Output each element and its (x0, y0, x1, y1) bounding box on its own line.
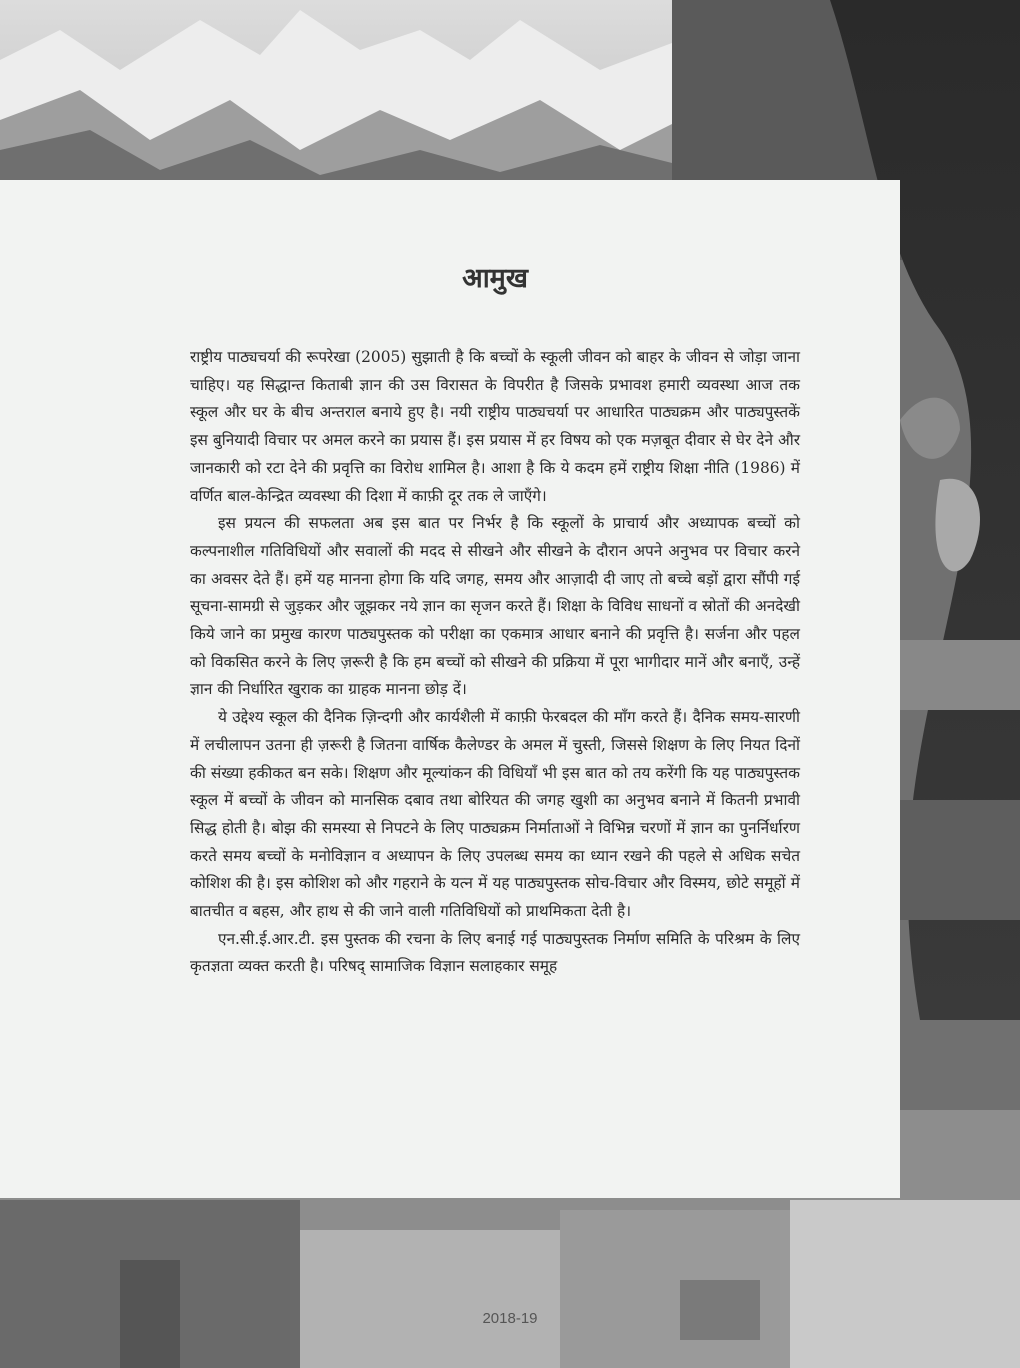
body-text (190, 344, 800, 981)
paragraph-2: इस प्रयत्न की सफलता अब इस बात पर निर्भर है कि स्कूलों के प्राचार्य और अध्यापक बच्चों को कल्पनाशील गतिविधियों और सवालों की मदद से सीखने और सीखने के दौरान अपने अनुभव पर विचार करने का अवसर देते हैं। हमें यह मानना होगा कि यदि जगह, समय और आज़ादी दी जाए तो बच्चे बड़ों द्वारा सौंपी गई सूचना-सामग्री से जुड़कर और जूझकर नये ज्ञान का सृजन करते हैं। शिक्षा के विविध साधनों व स्रोतों की अनदेखी किये जाने का प्रमुख कारण पाठ्यपुस्तक को परीक्षा का एकमात्र आधार बनाने की प्रवृत्ति है। सर्जना और पहल को विकसित करने के लिए ज़रूरी है कि हम बच्चों को सीखने की प्रक्रिया में पूरा भागीदार मानें और बनाएँ, उन्हें ज्ञान की निर्धारित खुराक का ग्राहक मानना छोड़ दें। (190, 514, 800, 699)
paragraph-4: एन.सी.ई.आर.टी. इस पुस्तक की रचना के लिए बनाई गई पाठ्यपुस्तक निर्माण समिति के परिश्रम के लिए कृतज्ञता व्यक्त करती है। परिषद् सामाजिक विज्ञान सलाहकार समूह (190, 929, 800, 976)
paragraph-1: राष्ट्रीय पाठ्यचर्या की रूपरेखा (2005) सुझाती है कि बच्चों के स्कूली जीवन को बाहर के जीवन से जोड़ा जाना चाहिए। यह सिद्धान्त किताबी ज्ञान की उस विरासत के विपरीत है जिसके प्रभावश हमारी व्यवस्था आज तक स्कूल और घर के बीच अन्तराल बनाये हुए है। नयी राष्ट्रीय पाठ्यचर्या पर आधारित पाठ्यक्रम और पाठ्यपुस्तकें इस बुनियादी विचार पर अमल करने का प्रयास हैं। इस प्रयास में हर विषय को एक मज़बूत दीवार से घेर देने और जानकारी को रटा देने की प्रवृत्ति का विरोध शामिल है। आशा है कि ये कदम हमें राष्ट्रीय शिक्षा नीति (1986) में वर्णित बाल-केन्द्रित व्यवस्था की दिशा में काफ़ी दूर तक ले जाएँगे। (190, 348, 800, 505)
page-title: आमुख (462, 263, 528, 294)
page-footer-year: 2018-19 (482, 1310, 538, 1327)
paragraph-3: ये उद्देश्य स्कूल की दैनिक ज़िन्दगी और कार्यशैली में काफ़ी फेरबदल की माँग करते हैं। दैनिक समय-सारणी में लचीलापन उतना ही ज़रूरी है जितना वार्षिक कैलेण्डर के अमल में चुस्ती, जिससे शिक्षण के लिए नियत दिनों की संख्या हकीकत बन सके। शिक्षण और मूल्यांकन की विधियाँ भी इस बात को तय करेंगी कि यह पाठ्यपुस्तक स्कूल में बच्चों के जीवन को मानसिक दबाव तथा बोरियत की जगह खुशी का अनुभव बनाने में कितनी प्रभावी सिद्ध होती है। बोझ की समस्या से निपटने के लिए पाठ्यक्रम निर्माताओं ने विभिन्न चरणों में ज्ञान का पुनर्निर्धारण करते समय बच्चों के मनोविज्ञान व अध्यापन के लिए उपलब्ध समय का ध्यान रखने की पहले से अधिक सचेत कोशिश की है। इस कोशिश को और गहराने के यत्न में यह पाठ्यपुस्तक सोच-विचार और विस्मय, छोटे समूहों में बातचीत व बहस, और हाथ से की जाने वाली गतिविधियों को प्राथमिकता देती है। (190, 708, 800, 921)
